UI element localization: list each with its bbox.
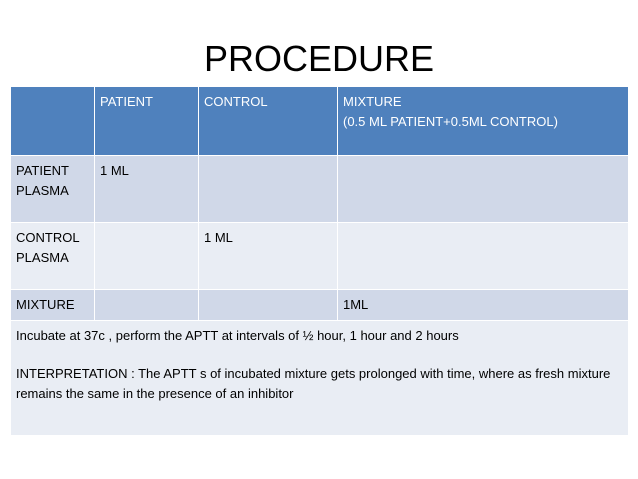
cell-mixture — [338, 156, 629, 223]
incubation-instruction: Incubate at 37c , perform the APTT at intervals of ½ hour, 1 hour and 2 hours — [16, 328, 459, 343]
header-cell-patient: PATIENT — [95, 87, 199, 156]
footer-cell — [11, 321, 629, 436]
cell-control — [199, 156, 338, 223]
row-label-mixture: MIXTURE — [11, 290, 95, 321]
table-row — [11, 223, 629, 290]
cell-control: 1 ML — [199, 223, 338, 290]
header-cell-empty — [11, 87, 95, 156]
table-row — [11, 156, 629, 223]
spacer — [16, 346, 623, 364]
table-header-row — [11, 87, 629, 156]
cell-patient — [95, 290, 199, 321]
table-footer-row — [11, 321, 629, 436]
interpretation-text: INTERPRETATION : The APTT s of incubated mixture gets prolonged with time, where as fresh mixture remains the same in the presence of an inhibitor — [16, 366, 611, 401]
header-cell-mixture: MIXTURE (0.5 ML PATIENT+0.5ML CONTROL) — [338, 87, 629, 156]
cell-patient: 1 ML — [95, 156, 199, 223]
cell-control — [199, 290, 338, 321]
cell-mixture: 1ML — [338, 290, 629, 321]
cell-patient — [95, 223, 199, 290]
table-row — [11, 290, 629, 321]
row-label-patient-plasma: PATIENT PLASMA — [11, 156, 95, 223]
header-cell-control: CONTROL — [199, 87, 338, 156]
page-title: PROCEDURE — [203, 38, 435, 79]
procedure-table — [10, 86, 629, 436]
row-label-control-plasma: CONTROL PLASMA — [11, 223, 95, 290]
cell-mixture — [338, 223, 629, 290]
